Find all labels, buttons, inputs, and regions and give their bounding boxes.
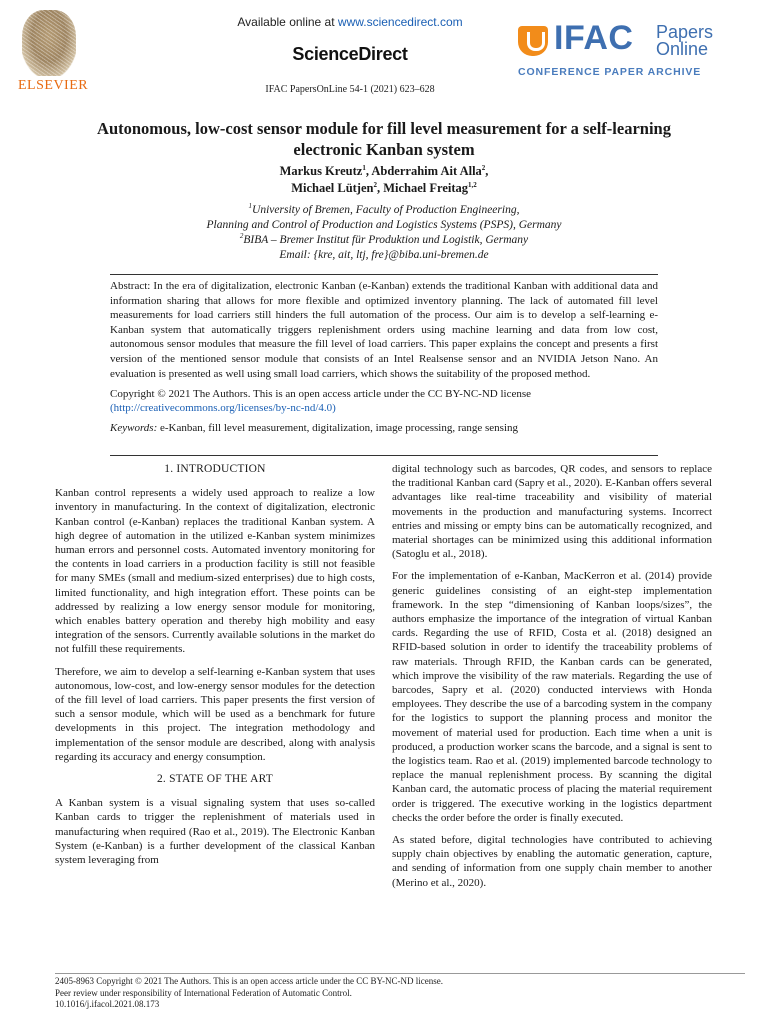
footer-peer-review: Peer review under responsibility of International Federation of Automatic Control. bbox=[55, 987, 352, 998]
ifac-papersonline-logo bbox=[518, 19, 753, 88]
paper-title-line-1: Autonomous, low-cost sensor module for fill level measurement for a self-learning bbox=[97, 119, 671, 138]
ifac-emblem-icon bbox=[518, 26, 548, 56]
papers-word: Papers bbox=[656, 22, 714, 42]
paragraph: A Kanban system is a visual signaling system that uses so-called Kanban cards to trigger the replenishment of materials used in manufacturing when required (Rao et al., 2019). The Electronic Kanban System (e-Kanban) is a further development of the classical Kanban system leveraging from bbox=[55, 797, 375, 867]
abstract-box bbox=[110, 274, 658, 456]
paragraph: For the implementation of e-Kanban, MacKerron et al. (2014) provide generic guidelines consisting of an eight-step implementation framework. In the step “dimensioning of Kanban loops/sizes”, the authors emphasize the importance of the integration of virtual Kanban cards. Regarding the use of RFID, Costa et al. (2018) designed an RFID-based solution in order to identify the traceability problems of raw materials. Through RFID, the Kanban cards can be generated, which improve the visibility of the raw materials. Regarding the use of barcodes, Sapry et al. (2020) conducted interviews with Honda employees. They describe the use of a barcoding system in the company for the logistics to support the planning process and monitor the movement of material used for production. Each time when a unit is produced, a production worker scans the barcode, and a signal is sent to the logistics team. Rao et al. (2019) implemented barcode technology to replace the manual replenishment process. By scanning the digital Kanban card, the automatic process of placing the material requirement order is triggered. The executive working in the logistics department checks the order before the order is finally executed. bbox=[392, 570, 712, 824]
author-affiliation-sup: 2 bbox=[373, 180, 377, 189]
affiliations bbox=[40, 203, 728, 263]
available-online-prefix: Available online at bbox=[237, 15, 338, 29]
author-list bbox=[40, 163, 728, 197]
section-heading-state-of-the-art: 2. STATE OF THE ART bbox=[156, 773, 274, 786]
page-footer bbox=[55, 973, 745, 1011]
copyright-text: Copyright © 2021 The Authors. This is an open access article under the CC BY-NC-ND license bbox=[110, 388, 531, 401]
license-link[interactable]: (http://creativecommons.org/licenses/by-nc-nd/4.0) bbox=[110, 402, 336, 415]
conference-archive-label: CONFERENCE PAPER ARCHIVE bbox=[518, 66, 702, 78]
author-affiliation-sup: 1 bbox=[362, 163, 366, 172]
affiliation-1-line-2: Planning and Control of Production and Logistics Systems (PSPS), Germany bbox=[206, 219, 562, 231]
sciencedirect-link[interactable]: www.sciencedirect.com bbox=[337, 15, 463, 29]
keywords-list: e-Kanban, fill level measurement, digitalization, image processing, range sensing bbox=[157, 422, 519, 435]
author-name: Markus Kreutz bbox=[279, 164, 363, 178]
paragraph: Kanban control represents a widely used approach to realize a low inventory in manufacturing. In the context of digitalization, electronic Kanban control (e-Kanban) replaces the traditional Kanban system. A high degree of automation in the utilized e-Kanban system minimizes human errors and personnel costs. Automated inventory monitoring for the contents in load carriers in a production facility is still not feasible for many SMEs (small and medium-sized enterprises) due to high costs, limited functionality, and high integration effort. These points can be addressed by realizing a low energy sensor module for monitoring, which enables battery operation and thereby high mobility and easy integration of the sensors. Currently available solutions in the market do not fulfill these requirements. bbox=[55, 487, 375, 656]
author-name: Michael Freitag bbox=[383, 181, 469, 195]
paper-title bbox=[40, 118, 728, 160]
right-column bbox=[392, 462, 712, 898]
author-email: Email: {kre, ait, ltj, fre}@biba.uni-bremen.de bbox=[279, 249, 489, 261]
affiliation-1-line-1: $^1$University of Bremen, Faculty of Production Engineering, bbox=[248, 202, 520, 216]
keywords bbox=[110, 421, 658, 435]
paragraph: As stated before, digital technologies have contributed to achieving supply chain objectives by enabling the automatic generation, capture, and sending of information from one supply chain member to another (Merino et al., 2020). bbox=[392, 834, 712, 889]
sciencedirect-wordmark: ScienceDirect bbox=[292, 44, 408, 64]
section-heading-introduction: 1. INTRODUCTION bbox=[164, 463, 266, 475]
copyright-notice bbox=[110, 387, 658, 415]
paper-title-line-2: electronic Kanban system bbox=[293, 140, 475, 159]
author-name: Abderrahim Ait Alla bbox=[371, 164, 482, 178]
author-line-2: Michael Lütjen$^2$, Michael Freitag$^{1,2}$ bbox=[291, 180, 477, 195]
journal-reference: IFAC PapersOnLine 54-1 (2021) 623–628 bbox=[265, 84, 435, 95]
footer-copyright: 2405-8963 Copyright © 2021 The Authors. This is an open access article under the CC BY-NC-ND license. bbox=[55, 976, 443, 986]
footer-doi: 10.1016/j.ifacol.2021.08.173 bbox=[55, 999, 160, 1009]
paragraph: digital technology such as barcodes, QR codes, and sensors to replace the traditional Kanban card (Sapry et al., 2020). E-Kanban offers several advantages like real-time traceability and visibility of material movements in the production and manufacturing systems. Incorrect entries and missing or empty bins can be automatically recognized, and material shortages can be minimized using this additional information (Satoglu et al., 2018). bbox=[392, 463, 712, 561]
keywords-label: Keywords: bbox=[110, 422, 158, 435]
elsevier-wordmark: ELSEVIER bbox=[18, 78, 89, 93]
left-column bbox=[55, 458, 375, 875]
online-word: Online bbox=[656, 39, 709, 59]
papers-online-wordmark bbox=[656, 24, 713, 58]
author-affiliation-sup: 2 bbox=[481, 163, 486, 172]
author-name: Michael Lütjen bbox=[291, 181, 374, 195]
abstract-text: Abstract: In the era of digitalization, electronic Kanban (e-Kanban) extends the traditional Kanban with additional data and information sharing that allows for more flexible and optimized inventory planning. The lack of automated fill level measurements for load carriers still hinders the full automation of the process. Our aim is to develop a self-learning e-Kanban system that automatically triggers replenishment orders using machine learning and data from low cost, autonomous sensor modules that measure the fill level of load carriers. This paper explains the concept and presents a first version of the mentioned sensor module that consists of an Intel Realsense sensor and an NVIDIA Jetson Nano. An evaluation is presented as well using small load carriers, which shows the suitability of the proposed method. bbox=[110, 280, 658, 380]
author-line-1: Markus Kreutz$^1$, Abderrahim Ait Alla$^2$, bbox=[279, 163, 489, 178]
affiliation-2: $^2$BIBA – Bremer Institut für Produktion und Logistik, Germany bbox=[239, 232, 529, 246]
paragraph: Therefore, we aim to develop a self-learning e-Kanban system that uses autonomous, low-cost, and low-energy sensor modules for the detection of the fill level of load carriers. This paper presents the first version of such a sensor module, which will be used as a benchmark for future developments in this project. The integration methodology and implementation of the sensor module are described, along with analysis regarding its accuracy and energy consumption. bbox=[55, 665, 375, 763]
ifac-wordmark: IFAC bbox=[554, 19, 634, 57]
author-affiliation-sup: 1,2 bbox=[468, 180, 477, 189]
